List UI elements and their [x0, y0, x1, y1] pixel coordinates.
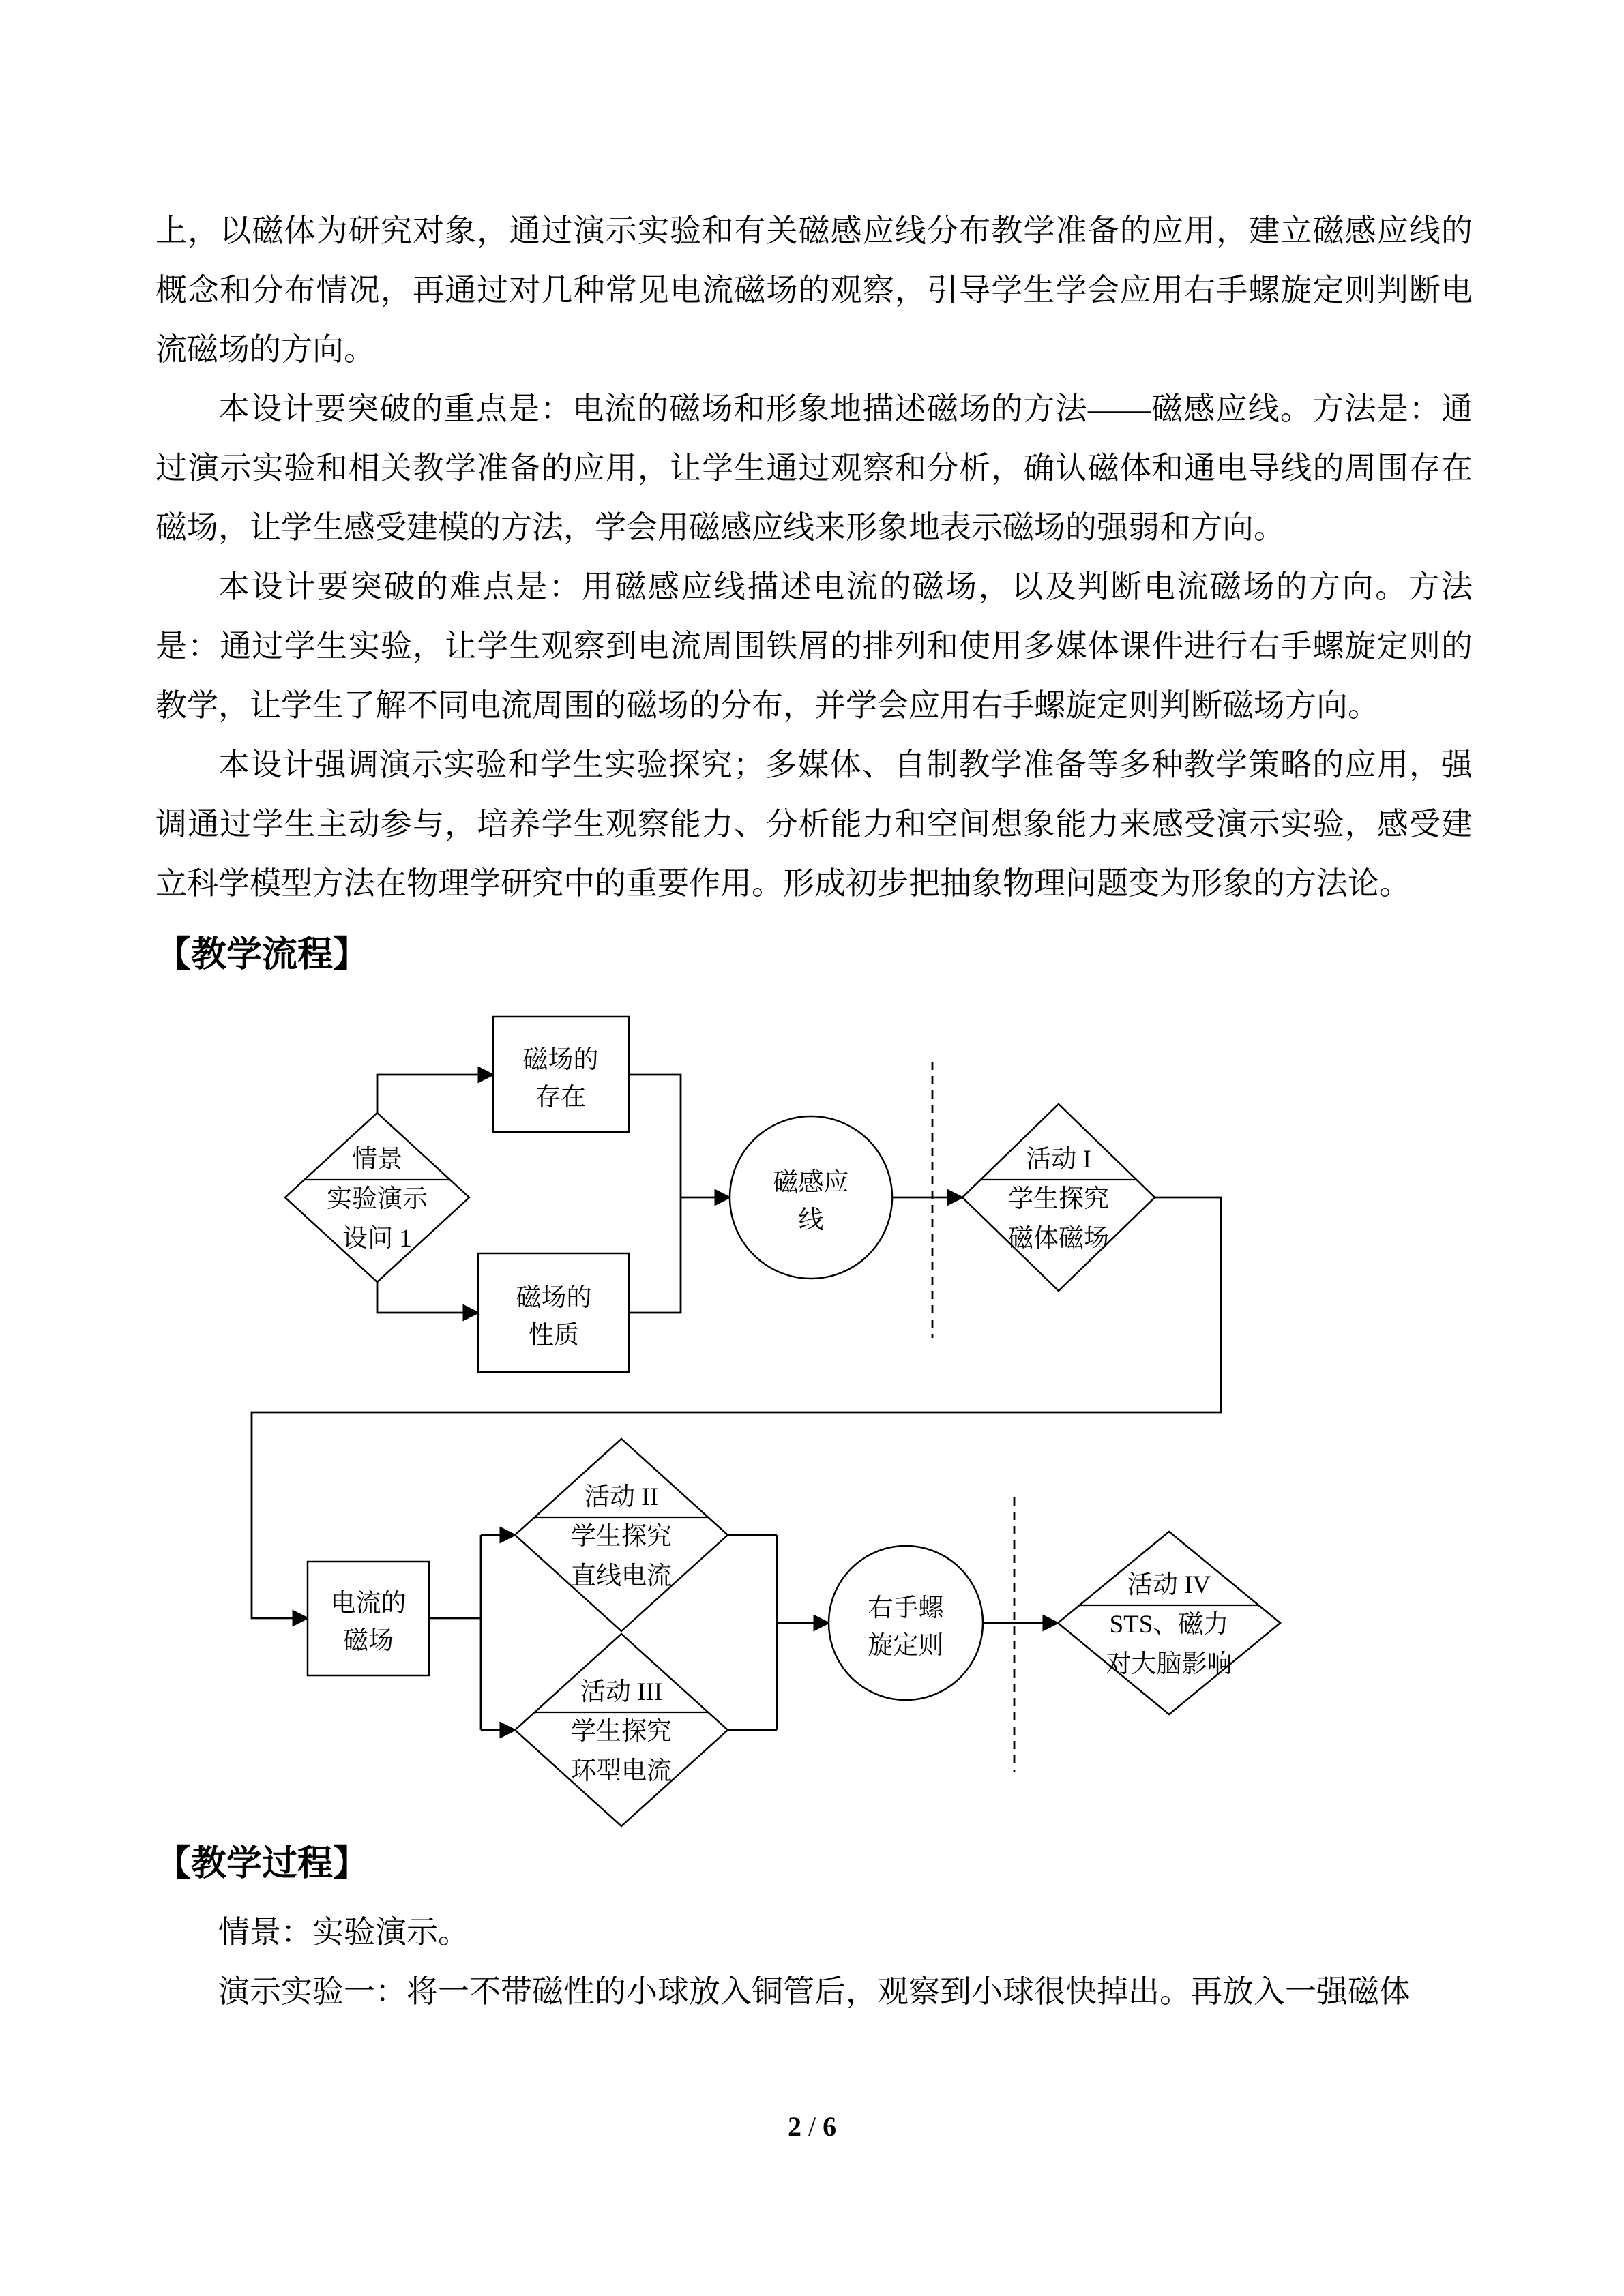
activity1-label-1: 活动 I [1026, 1146, 1091, 1174]
field-exist-box [493, 1017, 629, 1132]
current-field-box [308, 1562, 429, 1675]
right-hand-rule-circle [829, 1546, 983, 1700]
body-paragraph-1: 上，以磁体为研究对象，通过演示实验和有关磁感应线分布教学准备的应用，建立磁感应线的概念和分布情况，再通过对几种常见电流磁场的观察，引导学生学会应用右手螺旋定则判断电流磁场的方向。 [156, 213, 1473, 367]
scene-label-2: 实验演示 [327, 1185, 428, 1213]
activity2-label-3: 直线电流 [571, 1562, 672, 1590]
body-paragraph-4: 本设计强调演示实验和学生实验探究；多媒体、自制教学准备等多种教学策略的应用，强调通过学生主动参与，培养学生观察能力、分析能力和空间想象能力来感受演示实验，感受建立科学模型方法在物理学研究中的重要作用。形成初步把抽象物理问题变为形象的方法论。 [156, 747, 1473, 901]
field-nature-label-1: 磁场的 [516, 1284, 592, 1312]
section-title-teaching-flow: 【教学流程】 [156, 936, 369, 974]
connector-nature-to-merge [629, 1197, 681, 1313]
field-nature-box [478, 1253, 629, 1372]
process-paragraph-1: 情景：实验演示。 [218, 1915, 469, 1950]
body-paragraph-2: 本设计要突破的重点是：电流的磁场和形象地描述磁场的方法——磁感应线。方法是：通过演示实验和相关教学准备的应用，让学生通过观察和分析，确认磁体和通电导线的周围存在磁场，让学生感受建模的方法，学会用磁感应线来形象地表示磁场的强弱和方向。 [156, 391, 1473, 545]
connector-scene-to-exist [377, 1075, 493, 1113]
page-footer [0, 2111, 1624, 2143]
field-exist-label-2: 存在 [535, 1084, 586, 1112]
scene-label-1: 情景 [352, 1146, 402, 1174]
flow-node-activity2 [515, 1439, 728, 1631]
flow-node-right-hand-rule [829, 1546, 983, 1700]
activity4-label-2: STS、磁力 [1109, 1611, 1229, 1639]
field-nature-label-2: 性质 [529, 1322, 579, 1350]
flow-node-current-field [308, 1562, 429, 1675]
activity1-label-3: 磁体磁场 [1008, 1225, 1109, 1253]
induction-line-label-2: 线 [798, 1206, 824, 1234]
flow-node-activity1 [962, 1104, 1155, 1291]
induction-line-circle [730, 1116, 892, 1279]
scene-label-3: 设问 1 [342, 1225, 412, 1253]
teaching-flow-diagram [156, 987, 1473, 1829]
activity3-label-1: 活动 III [580, 1678, 663, 1706]
section-title-teaching-process: 【教学过程】 [156, 1845, 369, 1883]
flow-node-scene [285, 1113, 469, 1282]
activity3-label-2: 学生探究 [571, 1718, 672, 1746]
field-exist-label-1: 磁场的 [522, 1046, 599, 1074]
connector-exist-to-induction [629, 1075, 730, 1197]
right-hand-rule-label-2: 旋定则 [868, 1632, 944, 1660]
induction-line-label-1: 磁感应 [773, 1169, 849, 1197]
flow-node-field-nature [478, 1253, 629, 1372]
activity1-label-2: 学生探究 [1008, 1185, 1109, 1213]
activity4-label-3: 对大脑影响 [1106, 1650, 1232, 1678]
flow-node-field-exist [493, 1017, 629, 1132]
flow-node-activity4 [1058, 1532, 1280, 1714]
activity3-label-3: 环型电流 [571, 1757, 672, 1785]
footer-current-page: 2 [787, 2111, 801, 2142]
activity2-label-1: 活动 II [585, 1483, 658, 1511]
activity2-label-2: 学生探究 [571, 1523, 672, 1551]
connector-scene-to-nature [377, 1282, 478, 1313]
right-hand-rule-label-1: 右手螺 [868, 1594, 944, 1622]
current-field-label-2: 磁场 [343, 1627, 394, 1655]
body-paragraph-3: 本设计要突破的难点是：用磁感应线描述电流的磁场，以及判断电流磁场的方向。方法是：通过学生实验，让学生观察到电流周围铁屑的排列和使用多媒体课件进行右手螺旋定则的教学，让学生了解不同电流周围的磁场的分布，并学会应用右手螺旋定则判断磁场方向。 [156, 569, 1473, 723]
footer-total-pages: 6 [823, 2111, 837, 2142]
activity4-label-1: 活动 IV [1127, 1571, 1211, 1599]
flow-node-induction-line [730, 1116, 892, 1279]
current-field-label-1: 电流的 [330, 1590, 407, 1617]
footer-page-separator: / [808, 2111, 816, 2142]
flow-node-activity3 [515, 1634, 728, 1826]
process-paragraph-2: 演示实验一：将一不带磁性的小球放入铜管后，观察到小球很快掉出。再放入一强磁体 [218, 1974, 1411, 2009]
